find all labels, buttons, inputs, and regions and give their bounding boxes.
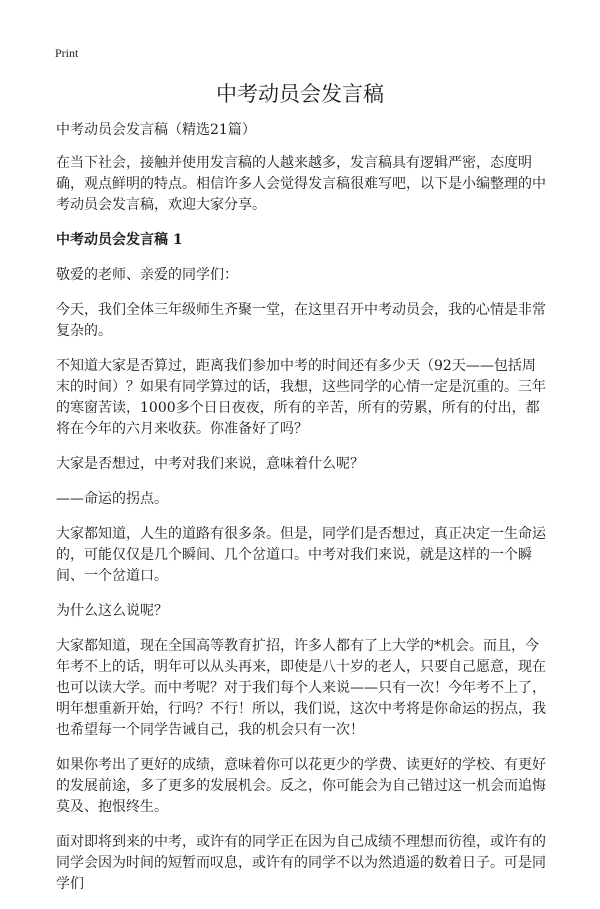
paragraph: 大家都知道，现在全国高等教育扩招，许多人都有了上大学的*机会。而且，今年考不上的话，明年可以从头再来，即使是八十岁的老人，只要自己愿意，现在也可以读大学。而中考呢？对于我们每个人来说——只有一次！今年考不上了，明年想重新开始，行吗？不行！所以，我们说，这次中考将是你命运的拐点，我也希望每一个同学告诫自己，我的机会只有一次！ [56, 638, 546, 738]
paragraph: ——命运的拐点。 [56, 491, 168, 507]
paragraph: 为什么这么说呢？ [56, 603, 168, 619]
section-heading: 中考动员会发言稿 1 [56, 232, 183, 248]
paragraph: 今天，我们全体三年级师生齐聚一堂，在这里召开中考动员会，我的心情是非常复杂的。 [56, 302, 546, 339]
paragraph: 大家是否想过，中考对我们来说，意味着什么呢？ [56, 456, 364, 472]
page-title: 中考动员会发言稿 [216, 82, 384, 106]
paragraph: 如果你考出了更好的成绩，意味着你可以花更少的学费、读更好的学校、有更好的发展前途，多了更多的发展机会。反之，你可能会为自己错过这一机会而追悔莫及、抱恨终生。 [56, 757, 546, 815]
paragraph: 面对即将到来的中考，或许有的同学正在因为自己成绩不理想而彷徨，或许有的同学会因为时间的短暂而叹息，或许有的同学不以为然逍遥的数着日子。可是同学们 [56, 834, 546, 892]
article-body [56, 120, 548, 909]
paragraph: 敬爱的老师、亲爱的同学们： [56, 267, 238, 283]
intro-paragraph: 在当下社会，接触并使用发言稿的人越来越多，发言稿具有逻辑严密，态度明确，观点鲜明的特点。相信许多人会觉得发言稿很难写吧，以下是小编整理的中考动员会发言稿，欢迎大家分享。 [56, 155, 546, 213]
article-subtitle: 中考动员会发言稿（精选21篇） [56, 122, 256, 138]
paragraph: 大家都知道，人生的道路有很多条。但是，同学们是否想过，真正决定一生命运的，可能仅仅是几个瞬间、几个岔道口。中考对我们来说，就是这样的一个瞬间、一个岔道口。 [56, 526, 546, 584]
paragraph: 不知道大家是否算过，距离我们参加中考的时间还有多少天（92天——包括周末的时间）？如果有同学算过的话，我想，这些同学的心情一定是沉重的。三年的寒窗苦读，1000多个日日夜夜，所有的辛苦，所有的劳累，所有的付出，都将在今年的六月来收获。你准备好了吗？ [56, 358, 546, 437]
print-link[interactable]: Print [55, 46, 79, 60]
